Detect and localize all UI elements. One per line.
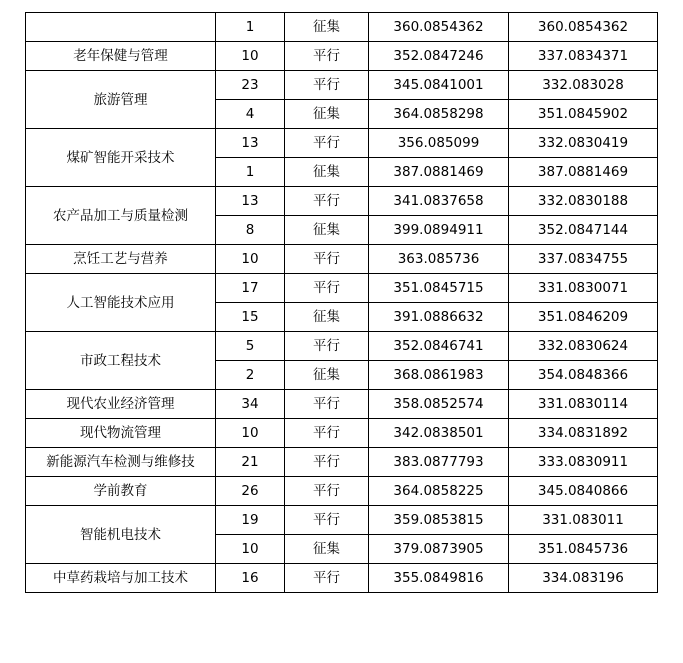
max-score-cell: 399.0894911 [369, 216, 509, 245]
max-score-cell: 391.0886632 [369, 303, 509, 332]
major-name-cell: 智能机电技术 [26, 506, 216, 564]
batch-type-cell: 征集 [285, 361, 369, 390]
table-body [26, 13, 658, 593]
max-score-cell: 352.0846741 [369, 332, 509, 361]
plan-count-cell: 1 [216, 13, 285, 42]
max-score-cell: 359.0853815 [369, 506, 509, 535]
major-name-cell [26, 13, 216, 42]
batch-type-cell: 征集 [285, 13, 369, 42]
major-name-cell: 旅游管理 [26, 71, 216, 129]
batch-type-cell: 平行 [285, 390, 369, 419]
plan-count-cell: 10 [216, 42, 285, 71]
max-score-cell: 363.085736 [369, 245, 509, 274]
major-name-cell: 现代农业经济管理 [26, 390, 216, 419]
table-row [26, 506, 658, 535]
batch-type-cell: 平行 [285, 274, 369, 303]
admission-score-table [25, 12, 658, 593]
table-row [26, 187, 658, 216]
min-score-cell: 351.0845736 [509, 535, 658, 564]
min-score-cell: 332.083028 [509, 71, 658, 100]
plan-count-cell: 15 [216, 303, 285, 332]
min-score-cell: 332.0830419 [509, 129, 658, 158]
batch-type-cell: 平行 [285, 71, 369, 100]
table-row [26, 42, 658, 71]
table-row [26, 13, 658, 42]
table-row [26, 274, 658, 303]
min-score-cell: 387.0881469 [509, 158, 658, 187]
table-row [26, 332, 658, 361]
plan-count-cell: 13 [216, 129, 285, 158]
batch-type-cell: 平行 [285, 42, 369, 71]
table-row [26, 477, 658, 506]
min-score-cell: 332.0830624 [509, 332, 658, 361]
table-row [26, 390, 658, 419]
min-score-cell: 332.0830188 [509, 187, 658, 216]
max-score-cell: 345.0841001 [369, 71, 509, 100]
min-score-cell: 334.0831892 [509, 419, 658, 448]
min-score-cell: 354.0848366 [509, 361, 658, 390]
max-score-cell: 360.0854362 [369, 13, 509, 42]
plan-count-cell: 10 [216, 419, 285, 448]
plan-count-cell: 23 [216, 71, 285, 100]
plan-count-cell: 34 [216, 390, 285, 419]
min-score-cell: 345.0840866 [509, 477, 658, 506]
major-name-cell: 中草药栽培与加工技术 [26, 564, 216, 593]
table-row [26, 129, 658, 158]
batch-type-cell: 平行 [285, 332, 369, 361]
major-name-cell: 新能源汽车检测与维修技 [26, 448, 216, 477]
batch-type-cell: 征集 [285, 535, 369, 564]
min-score-cell: 337.0834371 [509, 42, 658, 71]
major-name-cell: 煤矿智能开采技术 [26, 129, 216, 187]
plan-count-cell: 16 [216, 564, 285, 593]
table-row [26, 448, 658, 477]
max-score-cell: 387.0881469 [369, 158, 509, 187]
max-score-cell: 342.0838501 [369, 419, 509, 448]
major-name-cell: 老年保健与管理 [26, 42, 216, 71]
plan-count-cell: 26 [216, 477, 285, 506]
major-name-cell: 学前教育 [26, 477, 216, 506]
max-score-cell: 351.0845715 [369, 274, 509, 303]
min-score-cell: 331.0830114 [509, 390, 658, 419]
plan-count-cell: 17 [216, 274, 285, 303]
batch-type-cell: 平行 [285, 564, 369, 593]
batch-type-cell: 平行 [285, 477, 369, 506]
batch-type-cell: 平行 [285, 245, 369, 274]
plan-count-cell: 4 [216, 100, 285, 129]
min-score-cell: 331.083011 [509, 506, 658, 535]
batch-type-cell: 征集 [285, 216, 369, 245]
max-score-cell: 356.085099 [369, 129, 509, 158]
major-name-cell: 现代物流管理 [26, 419, 216, 448]
plan-count-cell: 1 [216, 158, 285, 187]
major-name-cell: 人工智能技术应用 [26, 274, 216, 332]
batch-type-cell: 平行 [285, 448, 369, 477]
plan-count-cell: 21 [216, 448, 285, 477]
max-score-cell: 383.0877793 [369, 448, 509, 477]
batch-type-cell: 平行 [285, 187, 369, 216]
min-score-cell: 351.0845902 [509, 100, 658, 129]
min-score-cell: 360.0854362 [509, 13, 658, 42]
batch-type-cell: 征集 [285, 100, 369, 129]
batch-type-cell: 平行 [285, 506, 369, 535]
max-score-cell: 341.0837658 [369, 187, 509, 216]
min-score-cell: 351.0846209 [509, 303, 658, 332]
table-row [26, 71, 658, 100]
major-name-cell: 农产品加工与质量检测 [26, 187, 216, 245]
min-score-cell: 352.0847144 [509, 216, 658, 245]
major-name-cell: 市政工程技术 [26, 332, 216, 390]
max-score-cell: 352.0847246 [369, 42, 509, 71]
max-score-cell: 355.0849816 [369, 564, 509, 593]
plan-count-cell: 10 [216, 535, 285, 564]
plan-count-cell: 2 [216, 361, 285, 390]
batch-type-cell: 平行 [285, 419, 369, 448]
major-name-cell: 烹饪工艺与营养 [26, 245, 216, 274]
table-row [26, 419, 658, 448]
plan-count-cell: 10 [216, 245, 285, 274]
plan-count-cell: 5 [216, 332, 285, 361]
max-score-cell: 358.0852574 [369, 390, 509, 419]
batch-type-cell: 平行 [285, 129, 369, 158]
plan-count-cell: 19 [216, 506, 285, 535]
min-score-cell: 333.0830911 [509, 448, 658, 477]
min-score-cell: 334.083196 [509, 564, 658, 593]
plan-count-cell: 13 [216, 187, 285, 216]
min-score-cell: 331.0830071 [509, 274, 658, 303]
max-score-cell: 364.0858225 [369, 477, 509, 506]
batch-type-cell: 征集 [285, 158, 369, 187]
max-score-cell: 364.0858298 [369, 100, 509, 129]
table-row [26, 564, 658, 593]
batch-type-cell: 征集 [285, 303, 369, 332]
plan-count-cell: 8 [216, 216, 285, 245]
table-row [26, 245, 658, 274]
min-score-cell: 337.0834755 [509, 245, 658, 274]
max-score-cell: 379.0873905 [369, 535, 509, 564]
max-score-cell: 368.0861983 [369, 361, 509, 390]
